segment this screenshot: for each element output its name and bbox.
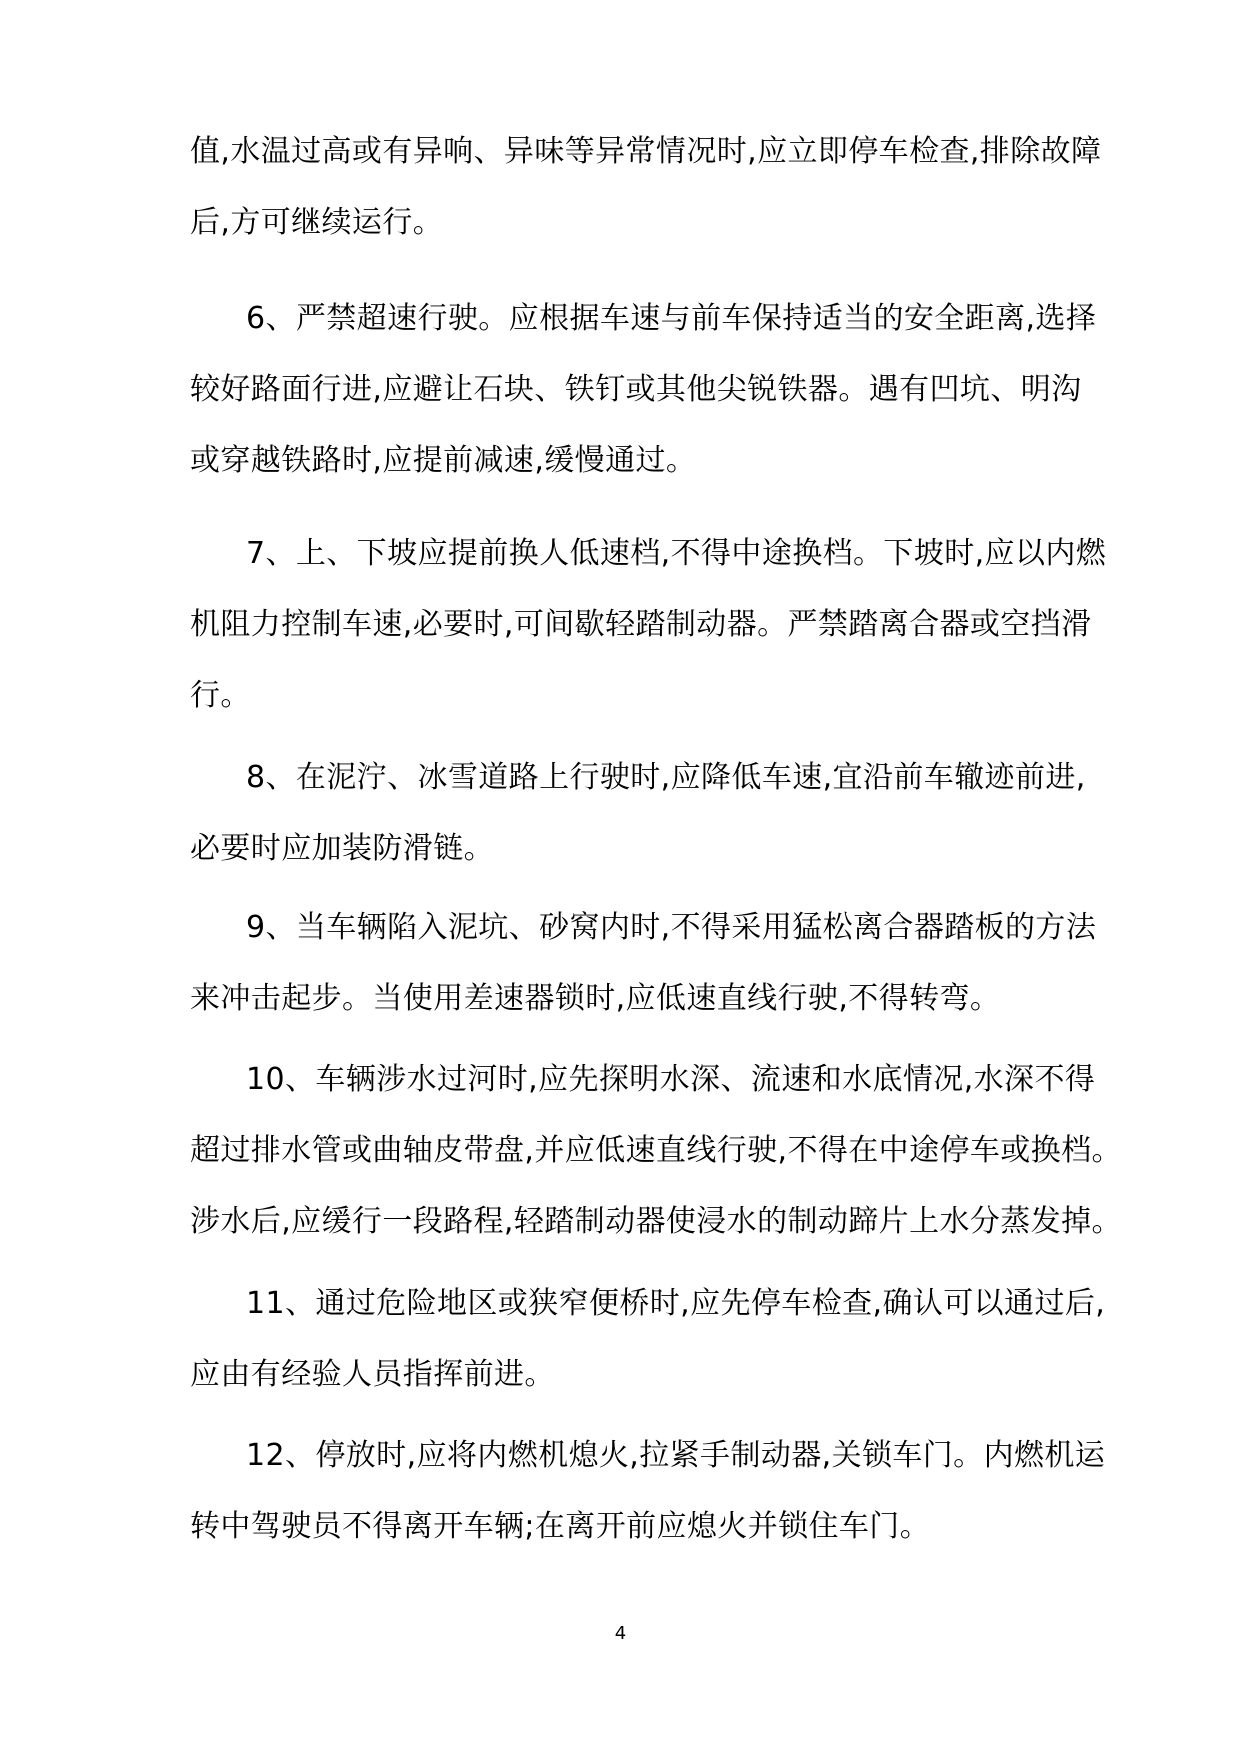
- text-line: 或穿越铁路时,应提前减速,缓慢通过。: [190, 443, 697, 478]
- text-line: 转中驾驶员不得离开车辆;在离开前应熄火并锁住车门。: [190, 1509, 931, 1544]
- text-line: 7、上、下坡应提前换人低速档,不得中途换档。下坡时,应以内燃: [246, 536, 1107, 571]
- text-line: 来冲击起步。当使用差速器锁时,应低速直线行驶,不得转弯。: [190, 981, 1001, 1016]
- text-line: 后,方可继续运行。: [190, 205, 444, 240]
- text-line: 机阻力控制车速,必要时,可间歇轻踏制动器。严禁踏离合器或空挡滑: [190, 607, 1092, 642]
- text-line: 8、在泥泞、冰雪道路上行驶时,应降低车速,宜沿前车辙迹前进,: [246, 760, 1086, 795]
- text-line: 9、当车辆陷入泥坑、砂窝内时,不得采用猛松离合器踏板的方法: [246, 910, 1097, 945]
- text-line: 较好路面行进,应避让石块、铁钉或其他尖锐铁器。遇有凹坑、明沟: [190, 372, 1082, 407]
- page-number: 4: [614, 1623, 627, 1644]
- text-line: 值,水温过高或有异响、异味等异常情况时,应立即停车检查,排除故障: [190, 134, 1102, 169]
- text-line: 10、车辆涉水过河时,应先探明水深、流速和水底情况,水深不得: [246, 1062, 1096, 1097]
- text-line: 应由有经验人员指挥前进。: [190, 1357, 555, 1392]
- text-line: 11、通过危险地区或狭窄便桥时,应先停车检查,确认可以通过后,: [246, 1286, 1106, 1321]
- text-line: 必要时应加装防滑链。: [190, 831, 494, 866]
- text-line: 行。: [190, 678, 251, 713]
- text-line: 6、严禁超速行驶。应根据车速与前车保持适当的安全距离,选择: [246, 301, 1097, 336]
- text-line: 12、停放时,应将内燃机熄火,拉紧手制动器,关锁车门。内燃机运: [246, 1438, 1106, 1473]
- text-line: 涉水后,应缓行一段路程,轻踏制动器使浸水的制动蹄片上水分蒸发掉。: [190, 1204, 1122, 1239]
- text-line: 超过排水管或曲轴皮带盘,并应低速直线行驶,不得在中途停车或换档。: [190, 1133, 1122, 1168]
